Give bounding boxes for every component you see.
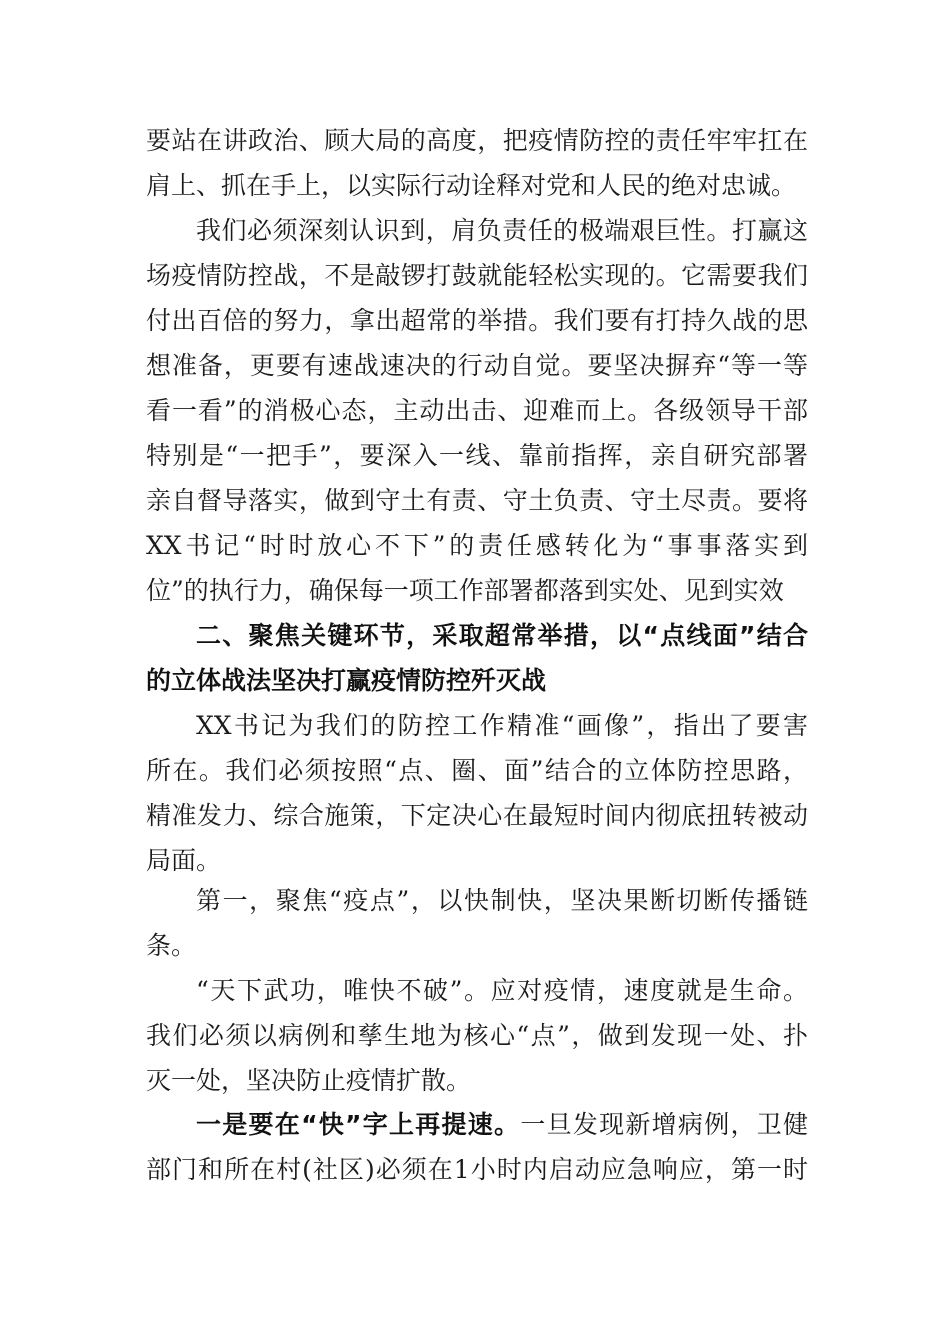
text-line: 我们必须以病例和孳生地为核心“点”，做到发现一处、扑 xyxy=(146,1021,808,1050)
paragraph-strategy xyxy=(146,703,808,883)
text-line xyxy=(146,1102,808,1147)
text-line: 付出百倍的努力，拿出超常的举措。我们要有打持久战的思 xyxy=(146,306,808,335)
text-line: XX书记“时时放心不下”的责任感转化为“事事落实到 xyxy=(146,531,808,560)
section-heading-2 xyxy=(146,613,808,703)
bold-lead-phrase: 一是要在“快”字上再提速。 xyxy=(196,1110,521,1139)
text-line: 要站在讲政治、顾大局的高度，把疫情防控的责任牢牢扛在 xyxy=(146,126,808,155)
text-line: 位”的执行力，确保每一项工作部署都落到实处、见到实效 xyxy=(146,576,784,605)
text-line: 所在。我们必须按照“点、圈、面”结合的立体防控思路， xyxy=(146,756,808,785)
text-line: “天下武功，唯快不破”。应对疫情，速度就是生命。 xyxy=(196,976,808,1005)
text-line: 亲自督导落实，做到守土有责、守土负责、守土尽责。要将 xyxy=(146,486,808,515)
heading-line: 二、聚焦关键环节，采取超常举措，以“点线面”结合 xyxy=(196,621,808,650)
text-line: 精准发力、综合施策，下定决心在最短时间内彻底扭转被动 xyxy=(146,801,808,830)
text-line: 看一看”的消极心态，主动出击、迎难而上。各级领导干部 xyxy=(146,396,808,425)
paragraph-speed xyxy=(146,968,808,1103)
text-line: 场疫情防控战，不是敲锣打鼓就能轻松实现的。它需要我们 xyxy=(146,261,808,290)
text-line: XX书记为我们的防控工作精准“画像”，指出了要害 xyxy=(196,711,808,740)
heading-line: 的立体战法坚决打赢疫情防控歼灭战 xyxy=(146,666,547,695)
text-line: 局面。 xyxy=(146,846,222,875)
text-line: 部门和所在村(社区)必须在1小时内启动应急响应，第一时 xyxy=(146,1155,808,1184)
text-line: 第一，聚焦“疫点”，以快制快，坚决果断切断传播链 xyxy=(196,886,808,915)
paragraph-first-point xyxy=(146,878,808,968)
text-line: 特别是“一把手”，要深入一线、靠前指挥，亲自研究部署 xyxy=(146,441,808,470)
paragraph-responsibility xyxy=(146,118,808,208)
text-line: 条。 xyxy=(146,931,197,960)
text-span: 一旦发现新增病例，卫健 xyxy=(520,1110,808,1139)
text-line: 灭一处，坚决防止疫情扩散。 xyxy=(146,1066,472,1095)
text-line: 我们必须深刻认识到，肩负责任的极端艰巨性。打赢这 xyxy=(196,216,808,245)
text-line: 肩上、抓在手上，以实际行动诠释对党和人民的绝对忠诚。 xyxy=(146,171,797,200)
text-line: 想准备，更要有速战速决的行动自觉。要坚决摒弃“等一等 xyxy=(146,351,808,380)
paragraph-accelerate xyxy=(146,1102,808,1192)
paragraph-arduous-task xyxy=(146,208,808,613)
